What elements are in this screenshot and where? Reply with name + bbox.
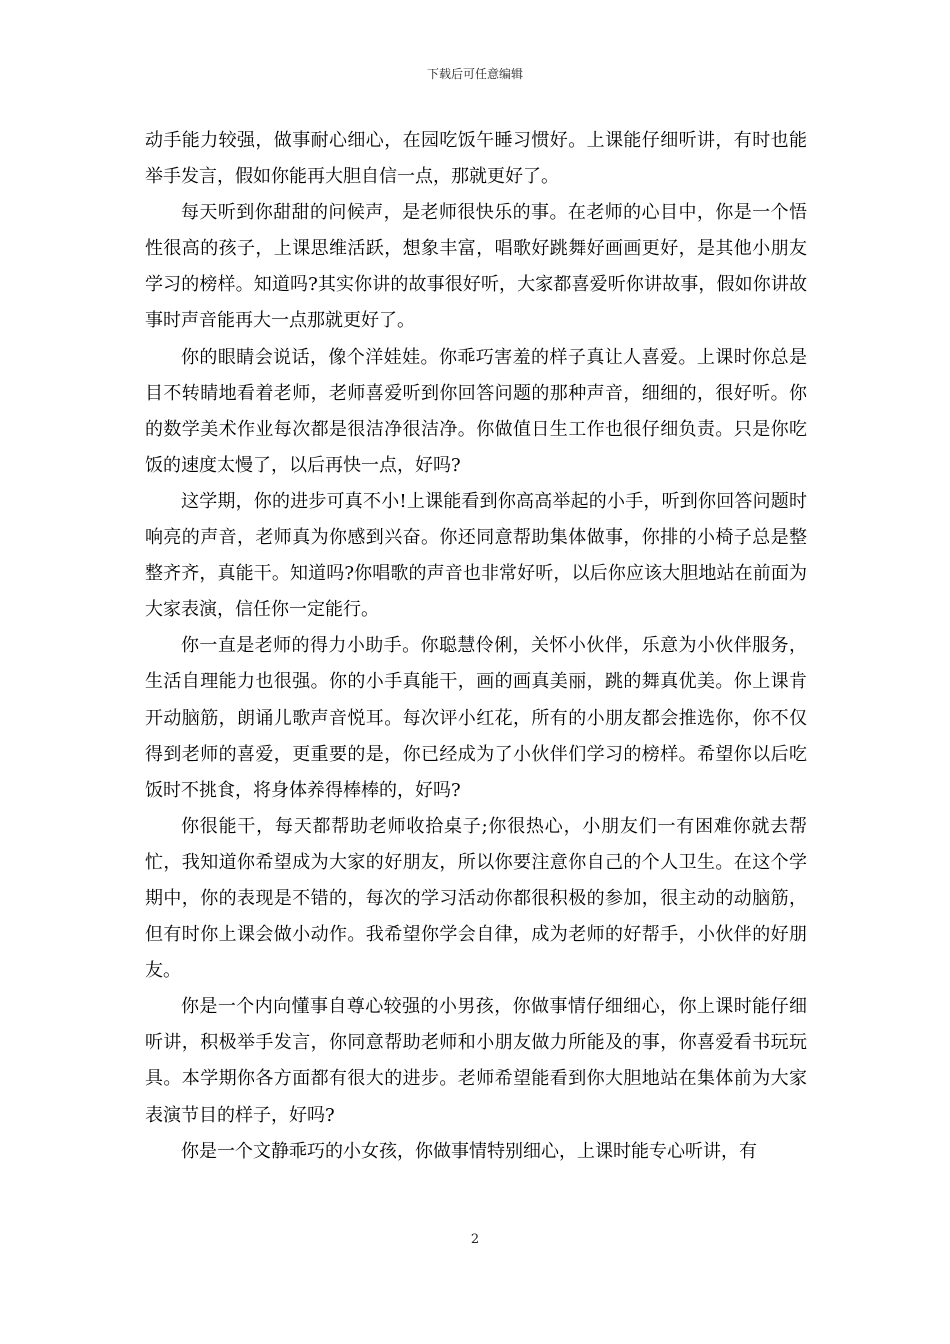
paragraph-2: 每天听到你甜甜的问候声，是老师很快乐的事。在老师的心目中，你是一个悟性很高的孩子，上课思维活跃，想象丰富，唱歌好跳舞好画画更好，是其他小朋友学习的榜样。知道吗?其实你讲的故事很好听，大家都喜爱听你讲故事，假如你讲故事时声音能再大一点那就更好了。 (145, 202, 807, 332)
paragraph-6: 你很能干，每天都帮助老师收拾桌子;你很热心，小朋友们一有困难你就去帮忙，我知道你希望成为大家的好朋友，所以你要注意你自己的个人卫生。在这个学期中，你的表现是不错的，每次的学习活动你都很积极的参加，很主动的动脑筋，但有时你上课会做小动作。我希望你学会自律，成为老师的好帮手，小伙伴的好朋友。 (145, 815, 807, 982)
paragraph-7: 你是一个内向懂事自尊心较强的小男孩，你做事情仔细细心，你上课时能仔细听讲，积极举手发言，你同意帮助老师和小朋友做力所能及的事，你喜爱看书玩玩具。本学期你各方面都有很大的进步。老师希望能看到你大胆地站在集体前为大家表演节目的样子，好吗? (145, 996, 807, 1126)
page-header: 下载后可任意编辑 (426, 67, 523, 81)
paragraph-1: 动手能力较强，做事耐心细心，在园吃饭午睡习惯好。上课能仔细听讲，有时也能举手发言，假如你能再大胆自信一点，那就更好了。 (145, 130, 807, 188)
paragraph-8: 你是一个文静乖巧的小女孩，你做事情特别细心，上课时能专心听讲，有 (181, 1140, 757, 1162)
paragraph-5: 你一直是老师的得力小助手。你聪慧伶俐，关怀小伙伴，乐意为小伙伴服务，生活自理能力也很强。你的小手真能干，画的画真美丽，跳的舞真优美。你上课肯开动脑筋，朗诵儿歌声音悦耳。每次评小红花，所有的小朋友都会推选你，你不仅得到老师的喜爱，更重要的是，你已经成为了小伙伴们学习的榜样。希望你以后吃饭时不挑食，将身体养得棒棒的，好吗? (145, 635, 807, 801)
document-body (145, 123, 807, 1170)
page-number: 2 (470, 1232, 480, 1247)
paragraph-4: 这学期，你的进步可真不小!上课能看到你高高举起的小手，听到你回答问题时响亮的声音，老师真为你感到兴奋。你还同意帮助集体做事，你排的小椅子总是整整齐齐，真能干。知道吗?你唱歌的声音也非常好听，以后你应该大胆地站在前面为大家表演，信任你一定能行。 (145, 490, 807, 621)
paragraph-3: 你的眼睛会说话，像个洋娃娃。你乖巧害羞的样子真让人喜爱。上课时你总是目不转睛地看着老师，老师喜爱听到你回答问题的那种声音，细细的，很好听。你的数学美术作业每次都是很洁净很洁净。你做值日生工作也很仔细负责。只是你吃饭的速度太慢了，以后再快一点，好吗? (145, 346, 807, 476)
